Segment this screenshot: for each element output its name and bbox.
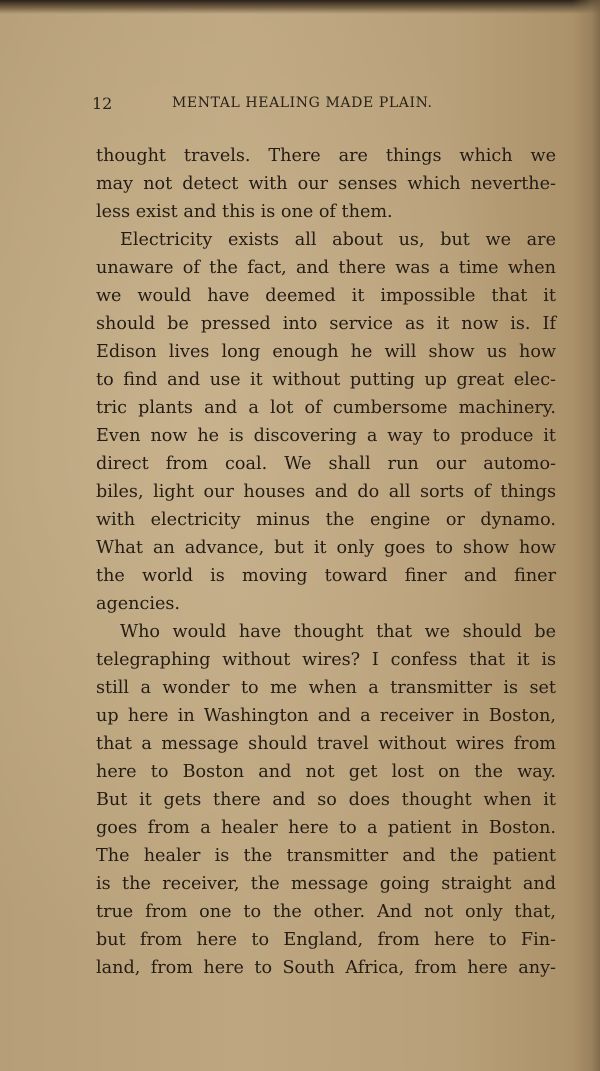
body-text	[96, 142, 556, 982]
text-line: Even now he is discovering a way to produce it	[96, 426, 556, 446]
text-line: thought travels. There are things which we	[96, 146, 556, 166]
paragraph-first-line: Electricity exists all about us, but we are	[120, 230, 556, 250]
text-line: land, from here to South Africa, from here any-	[96, 958, 556, 978]
text-line: goes from a healer here to a patient in Boston.	[96, 818, 556, 838]
text-line: tric plants and a lot of cumbersome machinery.	[96, 398, 556, 418]
text-line: with electricity minus the engine or dynamo.	[96, 510, 556, 530]
text-line: less exist and this is one of them.	[96, 202, 393, 222]
page-header	[92, 94, 562, 118]
paragraph-first-line: Who would have thought that we should be	[120, 622, 556, 642]
text-line: up here in Washington and a receiver in Boston,	[96, 706, 556, 726]
text-line: the world is moving toward finer and finer	[96, 566, 556, 586]
page-top-edge	[0, 0, 600, 14]
text-line: unaware of the fact, and there was a time when	[96, 258, 556, 278]
text-line: direct from coal. We shall run our automo-	[96, 454, 556, 474]
text-line: still a wonder to me when a transmitter is set	[96, 678, 556, 698]
text-line: is the receiver, the message going straight and	[96, 874, 556, 894]
text-line: telegraphing without wires? I confess that it is	[96, 650, 556, 670]
page-number: 12	[92, 94, 113, 113]
text-line: we would have deemed it impossible that it	[96, 286, 556, 306]
text-line: agencies.	[96, 594, 181, 614]
text-line: biles, light our houses and do all sorts of things	[96, 482, 556, 502]
text-line: may not detect with our senses which neverthe-	[96, 174, 556, 194]
text-line: to find and use it without putting up great elec-	[96, 370, 556, 390]
text-line: Edison lives long enough he will show us how	[96, 342, 556, 362]
text-line: should be pressed into service as it now is. If	[96, 314, 556, 334]
text-line: that a message should travel without wires from	[96, 734, 556, 754]
page-right-edge-shadow	[572, 0, 600, 1071]
text-line: What an advance, but it only goes to show how	[96, 538, 556, 558]
text-line: but from here to England, from here to Fin-	[96, 930, 556, 950]
running-title: MENTAL HEALING MADE PLAIN.	[172, 95, 433, 111]
text-line: The healer is the transmitter and the patient	[96, 846, 556, 866]
text-line: here to Boston and not get lost on the way.	[96, 762, 556, 782]
text-line: But it gets there and so does thought when it	[96, 790, 556, 810]
text-line: true from one to the other. And not only that,	[96, 902, 556, 922]
